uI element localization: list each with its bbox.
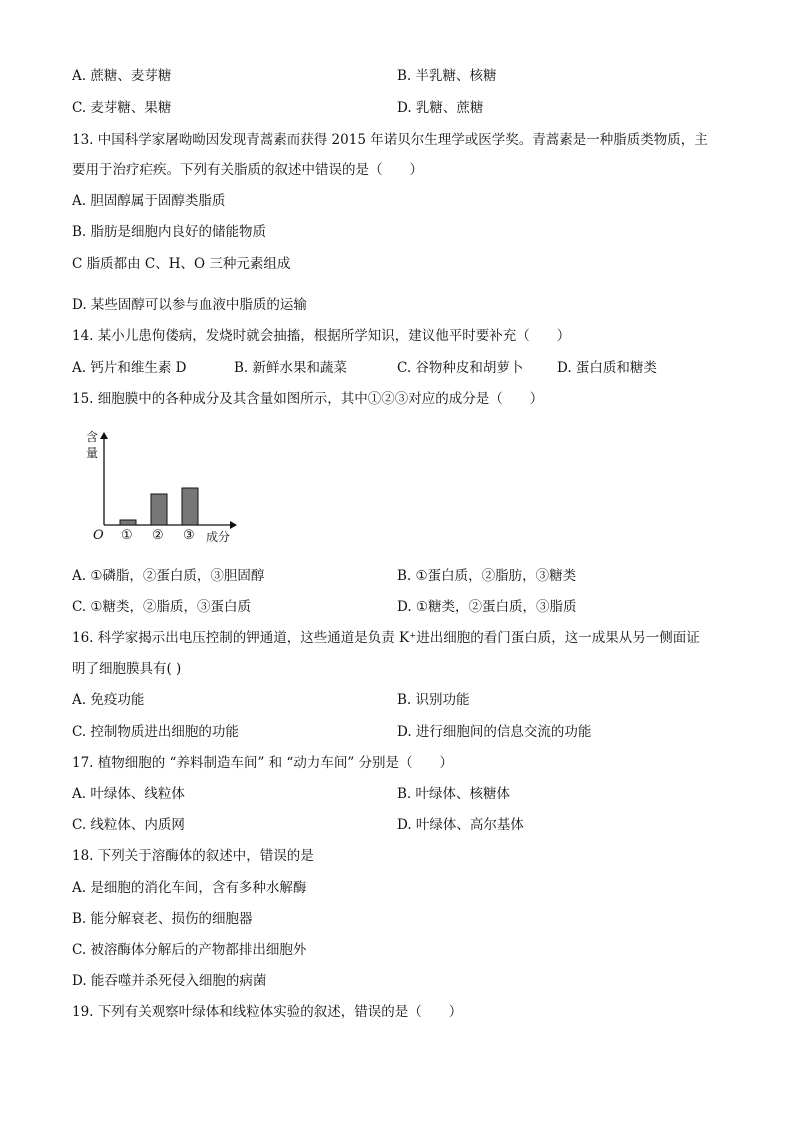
q17-option-b: B. 叶绿体、核糖体: [397, 786, 511, 802]
q16-stem-line1: 16. 科学家揭示出电压控制的钾通道，这些通道是负责 K⁺进出细胞的看门蛋白质，这一成果从另一侧面证: [72, 630, 700, 646]
q16-option-c: C. 控制物质进出细胞的功能: [72, 724, 239, 740]
q13-option-b: B. 脂肪是细胞内良好的储能物质: [72, 224, 267, 240]
q12-option-a: A. 蔗糖、麦芽糖: [72, 68, 172, 84]
q14-option-c: C. 谷物种皮和胡萝卜: [397, 360, 524, 376]
origin-label: O: [93, 528, 104, 543]
q16-stem-line2: 明了细胞膜具有( ): [72, 661, 182, 677]
x-tick-label-3: ③: [183, 528, 195, 543]
q16-option-d: D. 进行细胞间的信息交流的功能: [397, 724, 592, 740]
q15-option-a: A. ①磷脂，②蛋白质，③胆固醇: [72, 568, 265, 584]
q19-stem: 19. 下列有关观察叶绿体和线粒体实验的叙述，错误的是（ ）: [72, 1004, 463, 1020]
y-axis-label-char1: 含: [86, 430, 99, 444]
q14-option-a: A. 钙片和维生素 D: [72, 360, 187, 376]
q16-option-b: B. 识别功能: [397, 692, 470, 708]
bar-1: [120, 520, 136, 525]
q13-option-a: A. 胆固醇属于固醇类脂质: [72, 193, 226, 209]
q12-option-c: C. 麦芽糖、果糖: [72, 100, 172, 116]
q12-option-b: B. 半乳糖、核糖: [397, 68, 497, 84]
q17-stem: 17. 植物细胞的 “养料制造车间” 和 “动力车间” 分别是（ ）: [72, 755, 454, 771]
q18-option-a: A. 是细胞的消化车间，含有多种水解酶: [72, 880, 307, 896]
q15-stem: 15. 细胞膜中的各种成分及其含量如图所示，其中①②③对应的成分是（ ）: [72, 391, 544, 407]
x-axis-label: 成分: [206, 530, 231, 544]
q17-option-a: A. 叶绿体、线粒体: [72, 786, 185, 802]
q17-option-d: D. 叶绿体、高尔基体: [397, 817, 524, 833]
q18-option-d: D. 能吞噬并杀死侵入细胞的病菌: [72, 973, 267, 989]
bar-2: [151, 494, 167, 525]
q12-option-d: D. 乳糖、蔗糖: [397, 100, 484, 116]
q15-option-b: B. ①蛋白质，②脂肪，③糖类: [397, 568, 577, 584]
q14-stem: 14. 某小儿患佝偻病，发烧时就会抽搐，根据所学知识，建议他平时要补充（ ）: [72, 328, 571, 344]
q14-option-b: B. 新鲜水果和蔬菜: [234, 360, 348, 376]
q17-option-c: C. 线粒体、内质网: [72, 817, 185, 833]
q13-option-c: C 脂质都由 C、H、O 三种元素组成: [72, 256, 291, 272]
q14-option-d: D. 蛋白质和糖类: [557, 360, 657, 376]
x-tick-label-2: ②: [152, 528, 164, 543]
q18-option-b: B. 能分解衰老、损伤的细胞器: [72, 911, 253, 927]
q15-option-c: C. ①糖类，②脂质，③蛋白质: [72, 599, 252, 615]
q13-option-d: D. 某些固醇可以参与血液中脂质的运输: [72, 297, 307, 313]
q13-stem-line1: 13. 中国科学家屠呦呦因发现青蒿素而获得 2015 年诺贝尔生理学或医学奖。青蒿素是一种脂质类物质，主: [72, 132, 708, 148]
q15-option-d: D. ①糖类，②蛋白质，③脂质: [397, 599, 577, 615]
x-tick-label-1: ①: [121, 528, 133, 543]
q13-stem-line2: 要用于治疗疟疾。下列有关脂质的叙述中错误的是（ ）: [72, 162, 423, 178]
q18-option-c: C. 被溶酶体分解后的产物都排出细胞外: [72, 942, 307, 958]
q18-stem: 18. 下列关于溶酶体的叙述中，错误的是: [72, 848, 314, 864]
y-axis-label-char2: 量: [86, 446, 99, 460]
bar-3: [182, 488, 198, 525]
q16-option-a: A. 免疫功能: [72, 692, 145, 708]
